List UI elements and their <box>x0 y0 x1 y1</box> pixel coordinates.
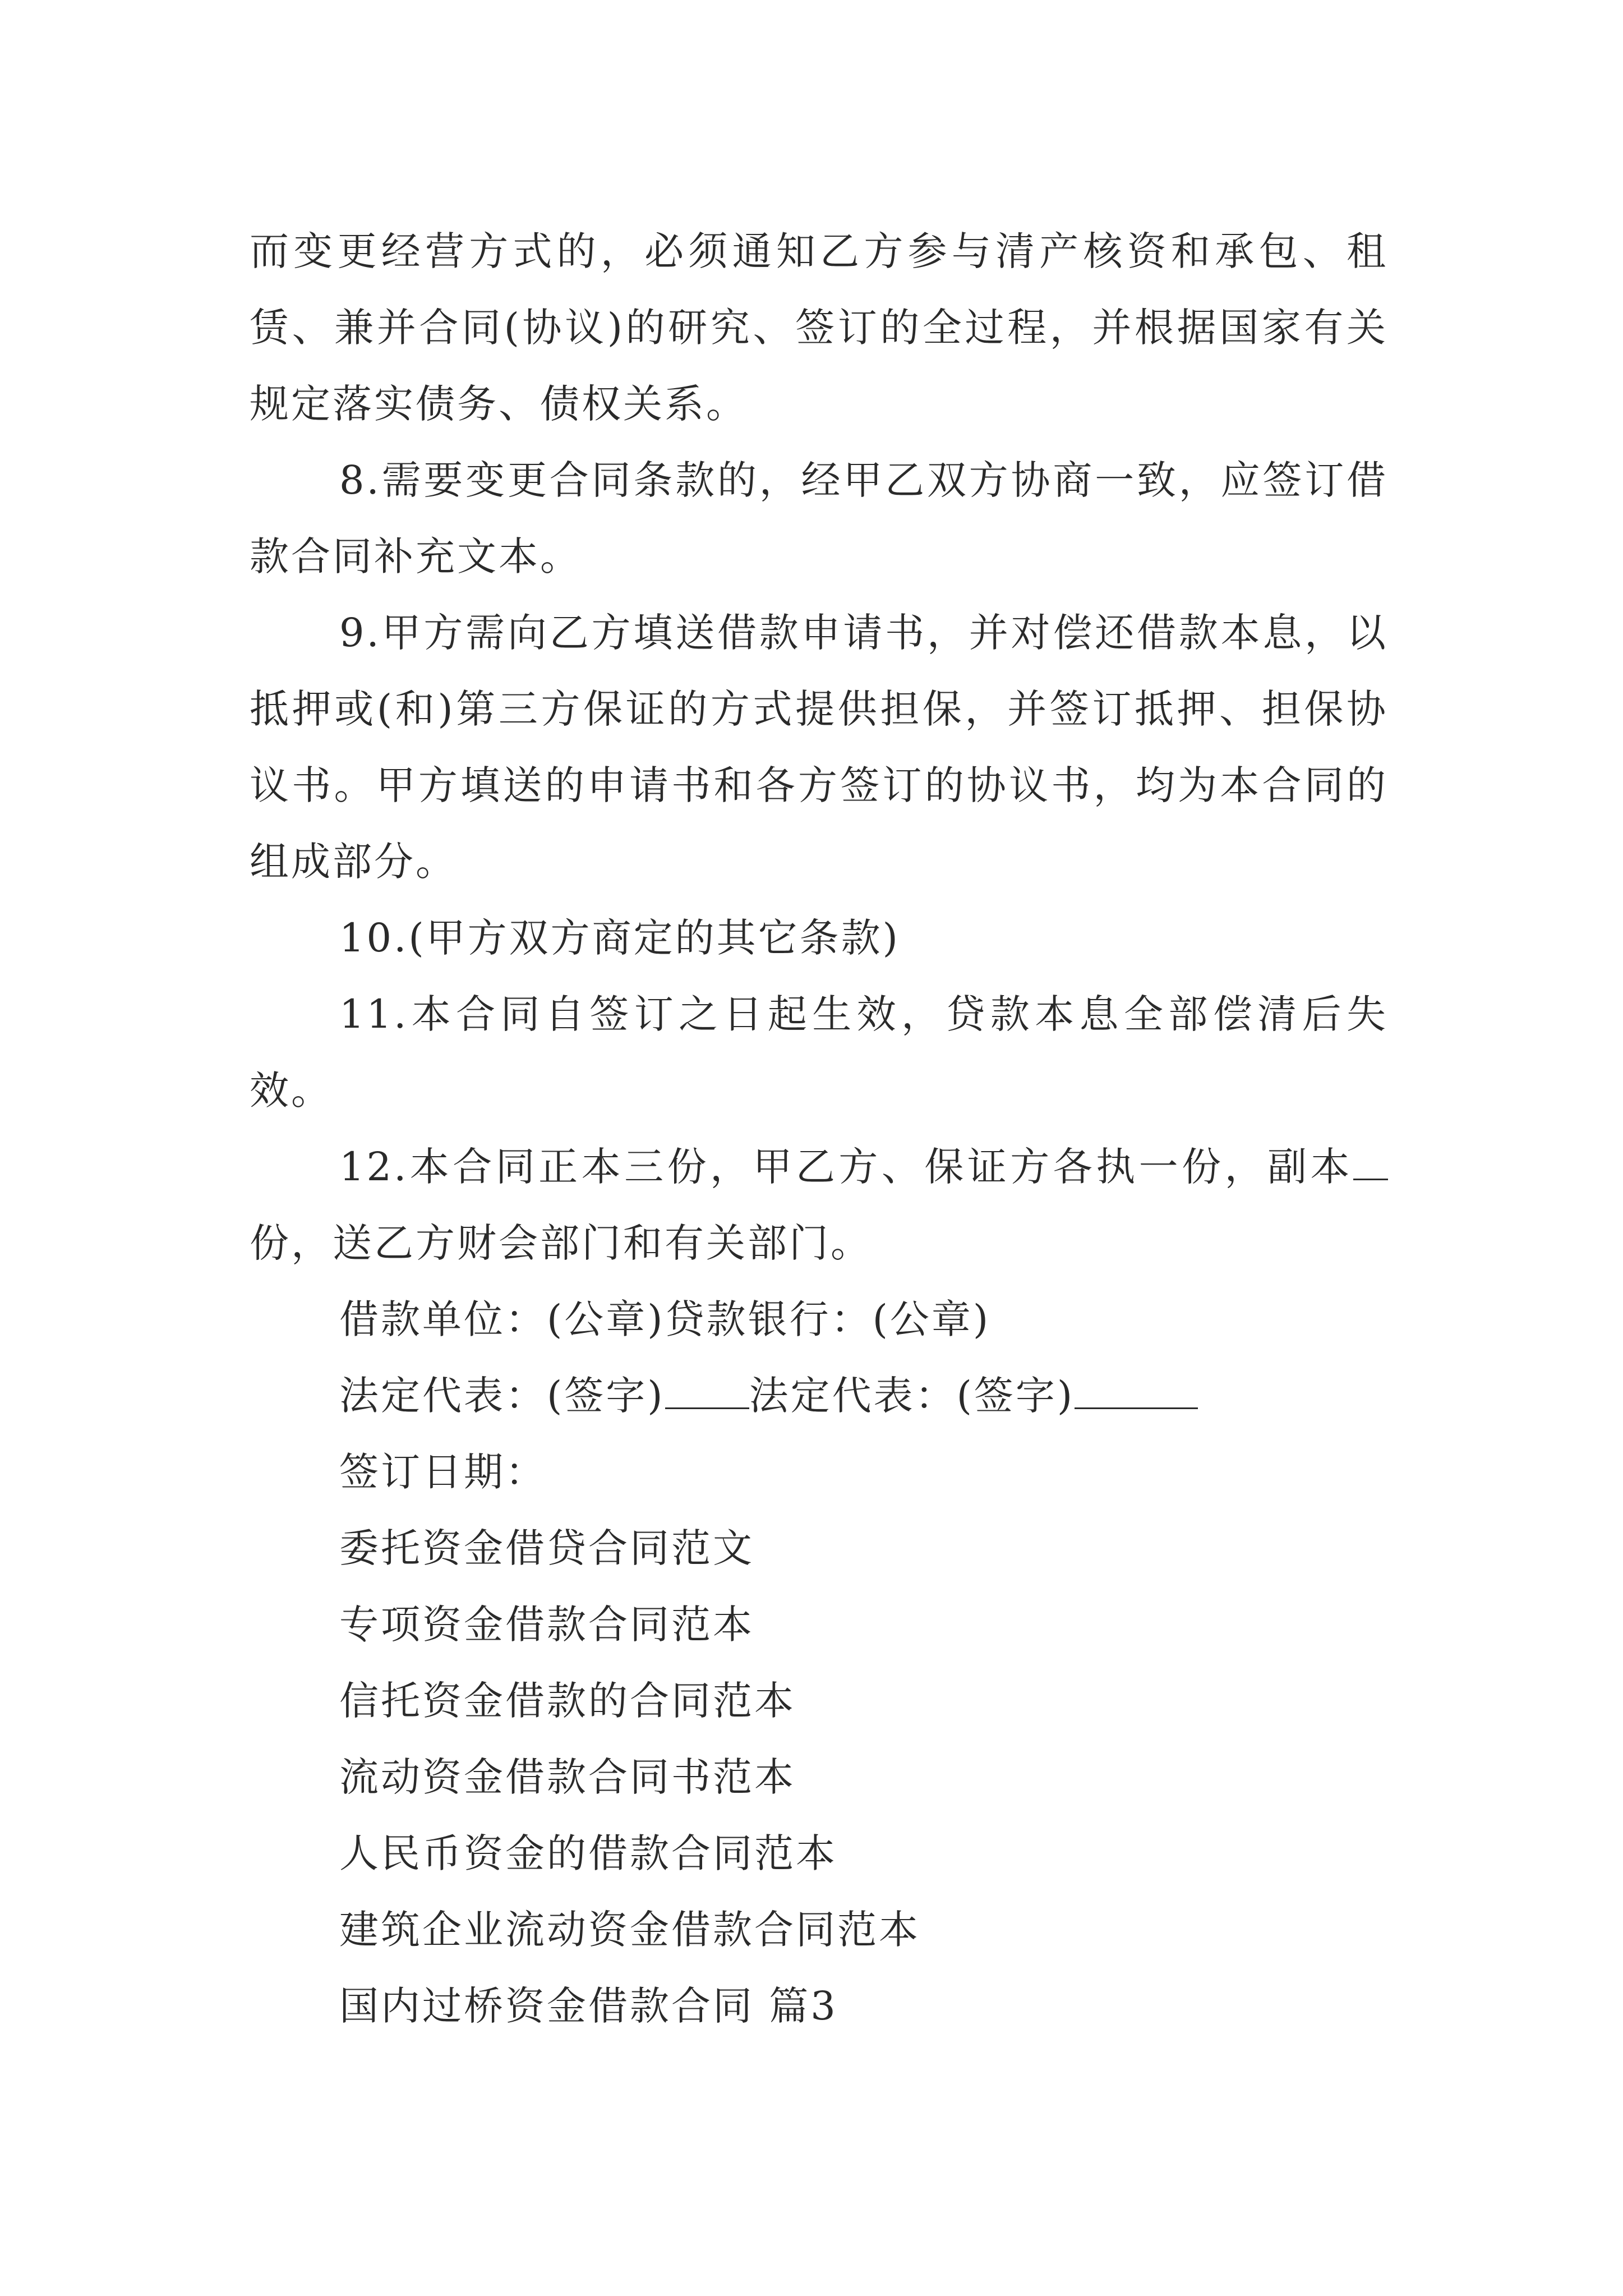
signature-representatives <box>250 1358 1388 1434</box>
related-title: 建筑企业流动资金借款合同范本 <box>339 1907 920 1953</box>
document-body <box>250 213 1388 2044</box>
related-title: 专项资金借款合同范本 <box>339 1602 754 1648</box>
clause-10: 10.(甲方双方商定的其它条款) <box>339 915 900 961</box>
section-heading: 国内过桥资金借款合同 篇3 <box>339 1983 838 2029</box>
clause-9: 9.甲方需向乙方填送借款申请书，并对偿还借款本息，以抵押或(和)第三方保证的方式提供担保，并签订抵押、担保协议书。甲方填送的申请书和各方签订的协议书，均为本合同的组成部分。 <box>250 610 1388 885</box>
rep-a-blank <box>665 1375 749 1409</box>
related-title: 信托资金借款的合同范本 <box>339 1678 796 1724</box>
clause-12-text-after: 份，送乙方财会部门和有关部门。 <box>250 1220 872 1266</box>
related-title: 流动资金借款合同书范本 <box>339 1754 796 1800</box>
clause-12 <box>250 1129 1388 1281</box>
related-title: 委托资金借贷合同范文 <box>339 1525 754 1571</box>
clause-12-text-before: 12.本合同正本三份，甲乙方、保证方各执一份，副本 <box>339 1144 1353 1190</box>
signature-units: 借款单位：(公章)贷款银行：(公章) <box>339 1296 991 1342</box>
related-title: 人民币资金的借款合同范本 <box>339 1830 837 1876</box>
signature-date: 签订日期： <box>339 1449 547 1495</box>
paragraph-continuation: 而变更经营方式的，必须通知乙方参与清产核资和承包、租赁、兼并合同(协议)的研究、签订的全过程，并根据国家有关规定落实债务、债权关系。 <box>250 228 1388 427</box>
clause-11: 11.本合同自签订之日起生效，贷款本息全部偿清后失效。 <box>250 991 1388 1114</box>
clause-8: 8.需要变更合同条款的，经甲乙双方协商一致，应签订借款合同补充文本。 <box>250 457 1388 579</box>
rep-b-label: 法定代表：(签字) <box>749 1373 1075 1419</box>
copies-blank <box>1353 1146 1388 1180</box>
rep-a-label: 法定代表：(签字) <box>339 1373 665 1419</box>
rep-b-blank <box>1075 1375 1198 1409</box>
